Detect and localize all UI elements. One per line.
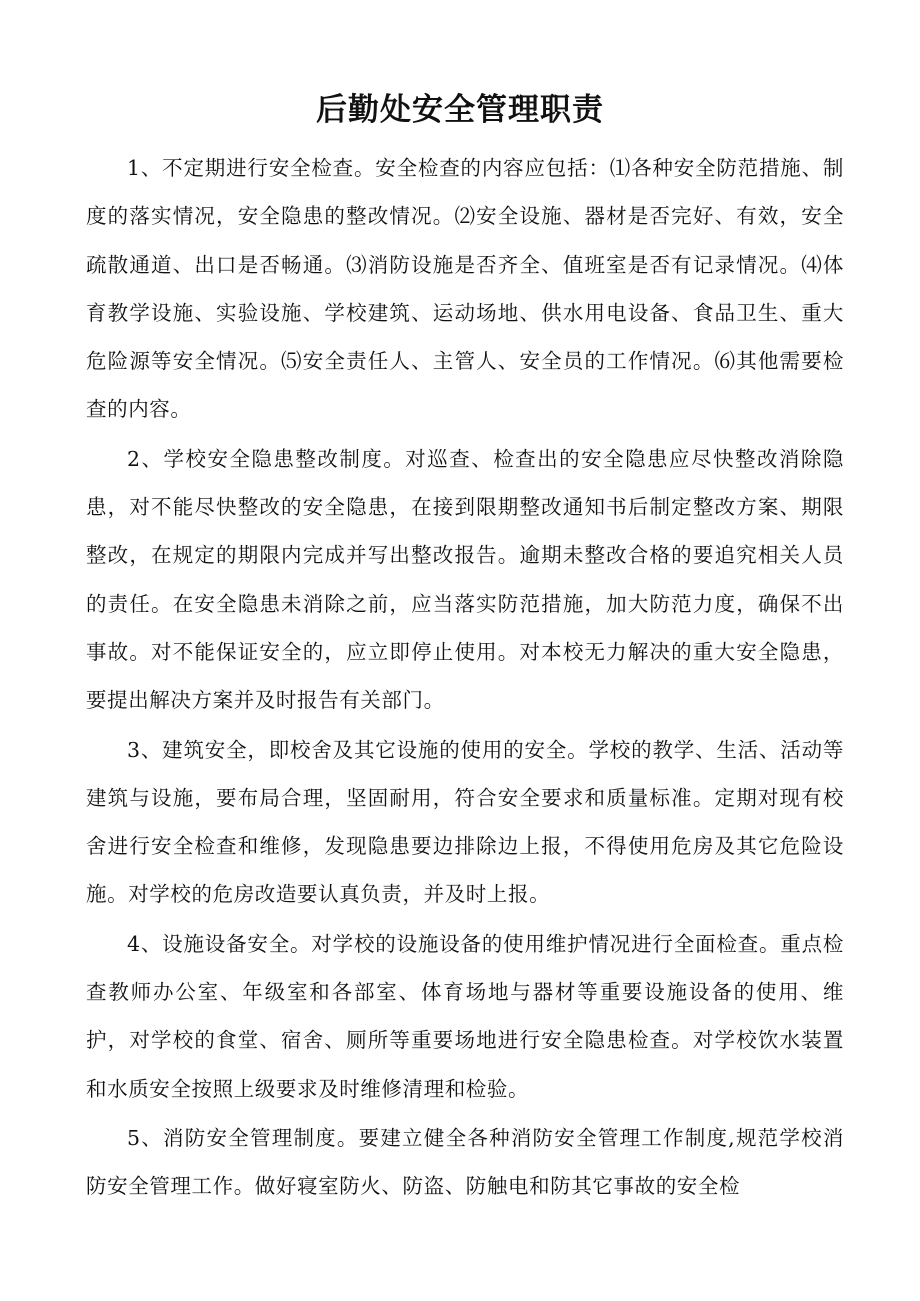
document-body: [86, 144, 844, 1212]
paragraph-2: 2、学校安全隐患整改制度。对巡查、检查出的安全隐患应尽快整改消除隐患，对不能尽快整改的安全隐患，在接到限期整改通知书后制定整改方案、期限整改，在规定的期限内完成并写出整改报告。逾期未整改合格的要追究相关人员的责任。在安全隐患未消除之前，应当落实防范措施，加大防范力度，确保不出事故。对不能保证安全的，应立即停止使用。对本校无力解决的重大安全隐患，要提出解决方案并及时报告有关部门。: [86, 446, 844, 713]
paragraph-3: 3、建筑安全，即校舍及其它设施的使用的安全。学校的教学、生活、活动等建筑与设施，要布局合理，坚固耐用，符合安全要求和质量标准。定期对现有校舍进行安全检查和维修，发现隐患要边排除边上报，不得使用危房及其它危险设施。对学校的危房改造要认真负责，并及时上报。: [86, 737, 844, 907]
page-title: 后勤处安全管理职责: [316, 92, 604, 128]
paragraph-1: 1、不定期进行安全检查。安全检查的内容应包括：⑴各种安全防范措施、制度的落实情况，安全隐患的整改情况。⑵安全设施、器材是否完好、有效，安全疏散通道、出口是否畅通。⑶消防设施是否齐全、值班室是否有记录情况。⑷体育教学设施、实验设施、学校建筑、运动场地、供水用电设备、食品卫生、重大危险源等安全情况。⑸安全责任人、主管人、安全员的工作情况。⑹其他需要检查的内容。: [86, 156, 844, 422]
paragraph-4: 4、设施设备安全。对学校的设施设备的使用维护情况进行全面检查。重点检查教师办公室、年级室和各部室、体育场地与器材等重要设施设备的使用、维护，对学校的食堂、宿舍、厕所等重要场地进行安全隐患检查。对学校饮水装置和水质安全按照上级要求及时维修清理和检验。: [86, 931, 844, 1101]
paragraph-5: 5、消防安全管理制度。要建立健全各种消防安全管理工作制度,规范学校消防安全管理工作。做好寝室防火、防盗、防触电和防其它事故的安全检: [86, 1125, 844, 1199]
